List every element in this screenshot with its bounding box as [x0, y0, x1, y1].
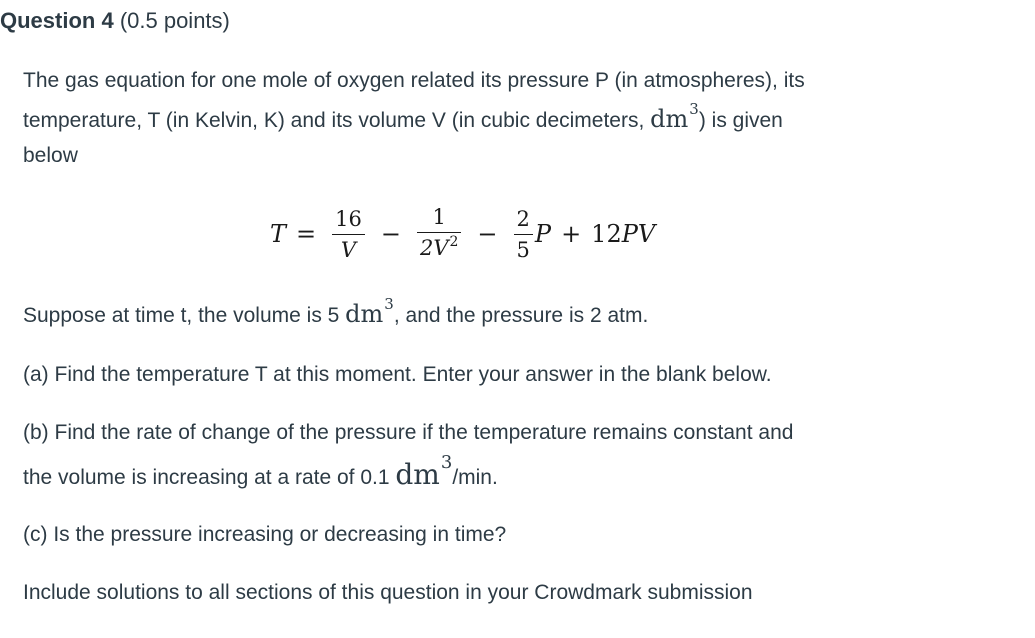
intro-line-3: below: [23, 144, 78, 167]
fraction-1-over-2v2: [417, 204, 461, 264]
gas-equation: [270, 196, 655, 272]
suppose-text: Suppose at time t, the volume is 5: [23, 304, 346, 327]
unit-dm: dm: [650, 105, 689, 133]
intro-line-1: The gas equation for one mole of oxygen related its pressure P (in atmospheres), its: [23, 69, 805, 92]
part-b-text: the volume is increasing at a rate of 0.1: [23, 466, 396, 489]
equation-minus: −: [380, 220, 401, 248]
footer-instruction: Include solutions to all sections of this question in your Crowdmark submission: [23, 581, 753, 604]
fraction-denominator-exponent: 2: [449, 234, 459, 250]
part-a-text: (a) Find the temperature T at this moment. Enter your answer in the blank below.: [23, 363, 772, 386]
part-b-line-1: (b) Find the rate of change of the pressure if the temperature remains constant and: [23, 421, 794, 444]
question-header: [0, 6, 230, 36]
equation-12pv-term: 12PV: [591, 220, 656, 248]
fraction-denominator-base: 2V: [419, 236, 449, 260]
question-title: Question 4: [0, 8, 114, 33]
part-b-tail: /min.: [452, 466, 498, 489]
intro-line-2-tail: ) is given: [698, 109, 783, 132]
fraction-denominator: V: [340, 237, 357, 262]
intro-line-2: [23, 101, 783, 141]
question-points: (0.5 points): [119, 8, 230, 33]
equation-p-term: P: [534, 220, 552, 248]
fraction-16-over-v: [332, 206, 365, 263]
unit-exponent: 3: [689, 100, 699, 118]
part-c-text: (c) Is the pressure increasing or decreasing in time?: [23, 523, 507, 546]
unit-exponent: 3: [384, 295, 394, 313]
equation-lhs: T: [270, 220, 287, 248]
equation-equals: =: [296, 220, 317, 248]
fraction-denominator: [417, 233, 461, 264]
fraction-denominator: 5: [516, 237, 530, 262]
fraction-numerator: 2: [516, 206, 530, 231]
unit-dm: dm: [395, 458, 440, 491]
suppose-line: [23, 296, 648, 336]
fraction-numerator: 1: [432, 205, 446, 229]
equation-plus: +: [561, 220, 582, 248]
equation-minus: −: [477, 220, 498, 248]
suppose-tail: , and the pressure is 2 atm.: [393, 304, 649, 327]
fraction-numerator: 16: [335, 206, 362, 231]
intro-line-2-text: temperature, T (in Kelvin, K) and its volume V (in cubic decimeters,: [23, 109, 651, 132]
unit-exponent: 3: [440, 452, 453, 473]
fraction-2-over-5: [514, 206, 533, 263]
unit-dm: dm: [345, 300, 384, 328]
part-b-line-2: [23, 452, 498, 497]
